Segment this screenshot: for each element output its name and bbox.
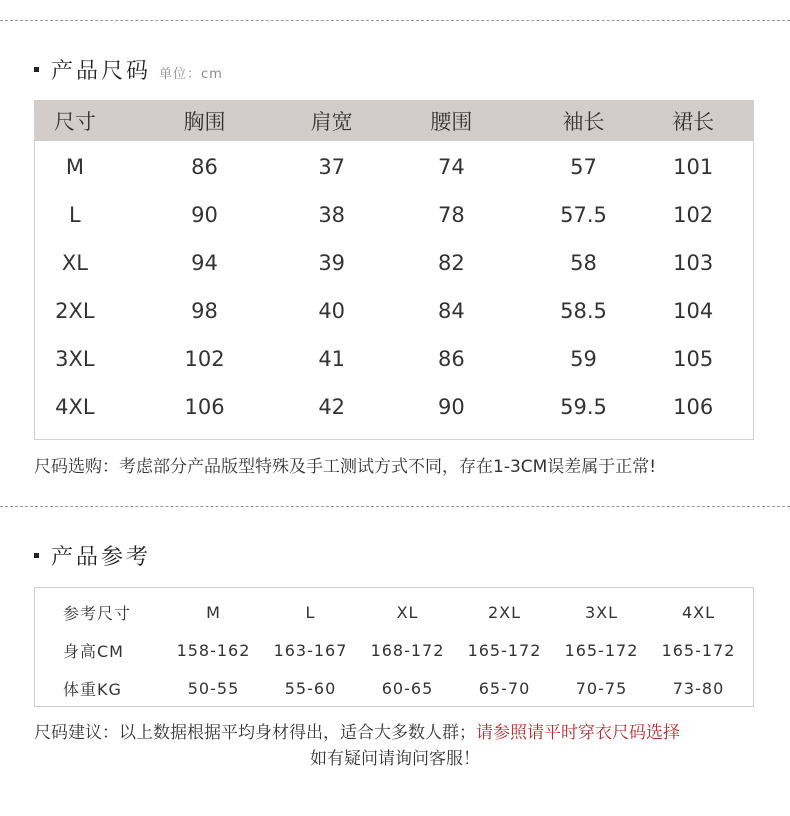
table-cell: 165-172 bbox=[661, 640, 736, 660]
table-cell: 2XL bbox=[55, 299, 95, 323]
table-cell: 165-172 bbox=[564, 640, 639, 660]
table-cell: 168-172 bbox=[370, 640, 445, 660]
table-cell: 94 bbox=[191, 251, 218, 275]
customer-service-note: 如有疑问请询问客服！ bbox=[310, 749, 480, 769]
table-cell: 70-75 bbox=[575, 678, 628, 698]
section-reference-title bbox=[34, 540, 151, 570]
table-cell: 59.5 bbox=[560, 395, 607, 419]
size-table-body bbox=[35, 141, 753, 431]
table-cell: 165-172 bbox=[467, 640, 542, 660]
table-cell: 73-80 bbox=[672, 678, 725, 698]
table-cell: 74 bbox=[437, 155, 465, 179]
table-cell: 158-162 bbox=[176, 640, 251, 660]
table-cell: 82 bbox=[437, 251, 465, 275]
table-cell: 3XL bbox=[55, 347, 95, 371]
header-cell: 袖长 bbox=[562, 110, 605, 134]
table-row bbox=[35, 335, 753, 383]
table-cell: 39 bbox=[318, 251, 346, 275]
table-cell: 41 bbox=[318, 347, 346, 371]
table-row bbox=[35, 631, 753, 669]
table-cell: 59 bbox=[570, 347, 597, 371]
table-row bbox=[35, 239, 753, 287]
table-cell: L bbox=[69, 203, 81, 227]
table-cell: 2XL bbox=[487, 602, 522, 622]
table-cell: 104 bbox=[673, 299, 714, 323]
table-cell: 42 bbox=[318, 395, 346, 419]
section-title-text: 产品尺码 bbox=[51, 58, 152, 84]
table-cell: XL bbox=[61, 251, 88, 275]
table-cell: 101 bbox=[673, 155, 714, 179]
table-cell: 57 bbox=[570, 155, 597, 179]
table-cell: 4XL bbox=[681, 602, 716, 622]
table-row bbox=[35, 383, 753, 431]
size-note: 尺码选购：考虑部分产品版型特殊及手工测试方式不同，存在1-3CM误差属于正常! bbox=[34, 457, 657, 477]
table-cell: 38 bbox=[318, 203, 346, 227]
table-row bbox=[35, 669, 753, 707]
size-table bbox=[34, 100, 754, 440]
table-cell: 163-167 bbox=[273, 640, 348, 660]
table-cell: 98 bbox=[191, 299, 218, 323]
top-divider bbox=[0, 20, 790, 21]
reference-table bbox=[34, 587, 754, 707]
middle-divider bbox=[0, 506, 790, 507]
table-cell: 90 bbox=[191, 203, 218, 227]
row-label: 体重KG bbox=[63, 679, 122, 699]
table-cell: 105 bbox=[673, 347, 714, 371]
table-cell: M bbox=[206, 602, 221, 622]
table-cell: 40 bbox=[318, 299, 346, 323]
bullet-icon bbox=[34, 553, 39, 558]
table-cell: 102 bbox=[673, 203, 714, 227]
table-cell: 60-65 bbox=[381, 678, 434, 698]
table-cell: 58.5 bbox=[560, 299, 607, 323]
size-advice bbox=[34, 718, 774, 743]
table-row bbox=[35, 287, 753, 335]
table-cell: 3XL bbox=[584, 602, 619, 622]
unit-label: 单位：cm bbox=[159, 66, 223, 82]
table-cell: 4XL bbox=[55, 395, 95, 419]
table-cell: 102 bbox=[184, 347, 225, 371]
advice-text: 尺码建议：以上数据根据平均身材得出，适合大多数人群； bbox=[34, 723, 476, 743]
row-label: 身高CM bbox=[63, 641, 124, 661]
header-cell: 肩宽 bbox=[310, 110, 353, 134]
advice-highlight: 请参照请平时穿衣尺码选择 bbox=[476, 723, 680, 743]
section-size-title bbox=[34, 54, 223, 84]
table-row bbox=[35, 143, 753, 191]
table-cell: L bbox=[305, 602, 316, 622]
size-table-header bbox=[35, 101, 753, 141]
header-cell: 尺寸 bbox=[53, 110, 96, 134]
table-row bbox=[35, 191, 753, 239]
table-cell: 106 bbox=[673, 395, 714, 419]
table-cell: 57.5 bbox=[560, 203, 607, 227]
table-row bbox=[35, 593, 753, 631]
table-cell: 50-55 bbox=[187, 678, 240, 698]
table-cell: 65-70 bbox=[478, 678, 531, 698]
table-cell: XL bbox=[396, 602, 419, 622]
table-cell: 103 bbox=[673, 251, 714, 275]
table-cell: 78 bbox=[437, 203, 465, 227]
table-cell: 55-60 bbox=[284, 678, 337, 698]
table-cell: 84 bbox=[437, 299, 465, 323]
table-cell: 37 bbox=[318, 155, 346, 179]
section-title-text: 产品参考 bbox=[51, 544, 152, 570]
header-cell: 胸围 bbox=[183, 110, 226, 134]
table-cell: 86 bbox=[191, 155, 218, 179]
header-cell: 腰围 bbox=[430, 110, 473, 134]
table-cell: 106 bbox=[184, 395, 225, 419]
header-cell: 裙长 bbox=[672, 110, 715, 134]
table-cell: 58 bbox=[570, 251, 597, 275]
row-label: 参考尺寸 bbox=[63, 603, 132, 623]
bullet-icon bbox=[34, 67, 39, 72]
table-cell: 86 bbox=[437, 347, 465, 371]
table-cell: 90 bbox=[437, 395, 465, 419]
table-cell: M bbox=[65, 155, 84, 179]
